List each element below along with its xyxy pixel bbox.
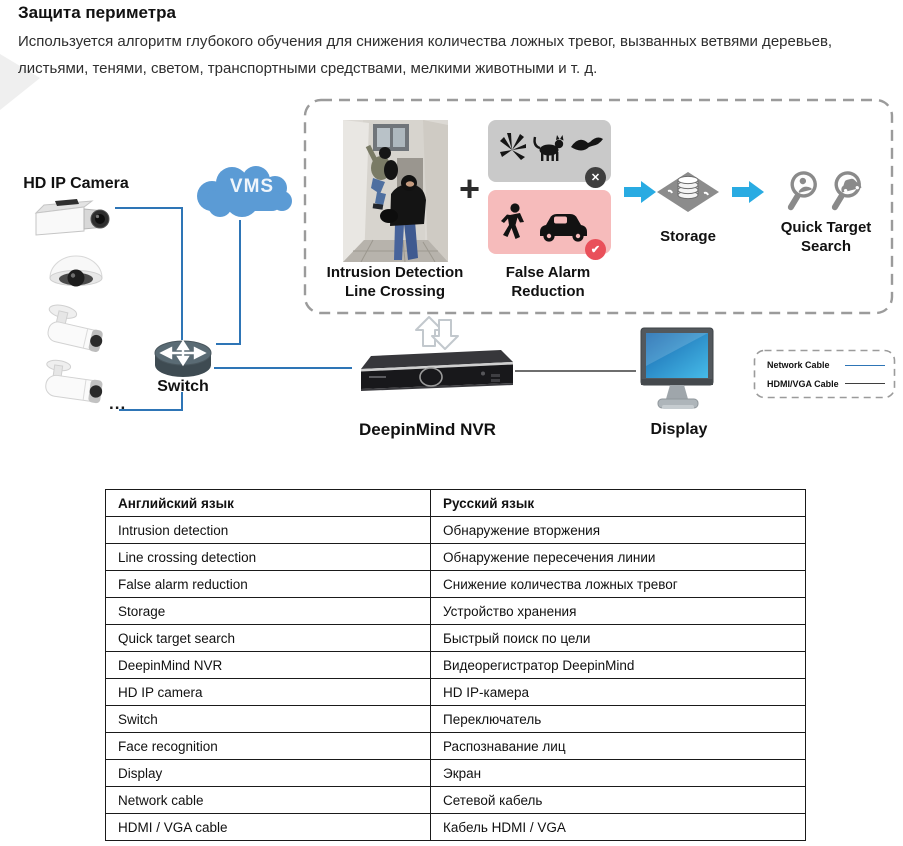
vms-label: VMS [229, 176, 275, 197]
intrusion-photo [343, 120, 448, 262]
table-cell-en: HD IP camera [106, 679, 431, 706]
false-alarm-label-line1: False Alarm [505, 264, 591, 281]
table-cell-ru: Снижение количества ложных тревог [431, 571, 806, 598]
real-targets-icons [498, 199, 603, 247]
magnifier-car-icon [827, 170, 864, 207]
table-header-row [106, 490, 806, 517]
false-alarm-label-line2: Reduction [511, 283, 585, 300]
cable-legend [755, 351, 894, 397]
table-row [106, 544, 806, 571]
intro-line-2: листьями, тенями, светом, транспортными средствами, мелкими животными и т. д. [18, 60, 598, 77]
table-row [106, 814, 806, 841]
table-cell-en: Network cable [106, 787, 431, 814]
table-cell-ru: Распознавание лиц [431, 733, 806, 760]
table-cell-ru: Быстрый поиск по цели [431, 625, 806, 652]
table-row [106, 679, 806, 706]
table-header-en: Английский язык [106, 490, 431, 517]
quick-target-search-icons [779, 170, 873, 212]
switch-icon [153, 338, 213, 380]
flow-arrow-icon [624, 181, 656, 203]
table-cell-en: Display [106, 760, 431, 787]
bird-icon [571, 138, 603, 151]
hdmi-vga-cable-label: HDMI/VGA Cable [767, 378, 839, 389]
switch-label: Switch [157, 378, 209, 395]
false-alarm-label [492, 263, 604, 301]
pedestrian-icon [501, 203, 524, 239]
table-cell-en: HDMI / VGA cable [106, 814, 431, 841]
table-row [106, 517, 806, 544]
nvr-label: DeepinMind NVR [359, 420, 496, 439]
translation-table [105, 489, 806, 841]
display-monitor-icon [638, 326, 718, 422]
table-row [106, 787, 806, 814]
table-cell-ru: Переключатель [431, 706, 806, 733]
table-cell-ru: HD IP-камера [431, 679, 806, 706]
table-cell-ru: Кабель HDMI / VGA [431, 814, 806, 841]
more-cameras-ellipsis: ... [109, 394, 127, 413]
false-targets-icons [498, 130, 603, 172]
table-cell-ru: Экран [431, 760, 806, 787]
table-cell-ru: Обнаружение вторжения [431, 517, 806, 544]
intrusion-detection-label [310, 263, 480, 301]
magnifier-person-icon [783, 170, 819, 207]
box-camera-icon [28, 192, 116, 240]
table-cell-en: False alarm reduction [106, 571, 431, 598]
leaf-icon [500, 133, 526, 160]
table-cell-en: Switch [106, 706, 431, 733]
display-label: Display [650, 421, 708, 438]
dome-camera-icon [45, 250, 107, 296]
car-icon [540, 214, 587, 242]
storage-label: Storage [660, 228, 716, 245]
table-cell-ru: Устройство хранения [431, 598, 806, 625]
table-cell-en: DeepinMind NVR [106, 652, 431, 679]
network-cable-line [845, 365, 885, 366]
table-row [106, 706, 806, 733]
network-cable-label: Network Cable [767, 360, 830, 371]
table-cell-en: Intrusion detection [106, 517, 431, 544]
table-cell-ru: Сетевой кабель [431, 787, 806, 814]
hd-ip-camera-label: HD IP Camera [23, 175, 129, 192]
flow-arrow-icon [732, 181, 764, 203]
legend-row-hdmi [767, 379, 885, 389]
accept-badge: ✔ [585, 239, 606, 260]
intrusion-label-line2: Line Crossing [344, 283, 445, 300]
table-cell-ru: Видеорегистратор DeepinMind [431, 652, 806, 679]
table-row [106, 652, 806, 679]
table-row [106, 733, 806, 760]
table-row [106, 571, 806, 598]
table-row [106, 598, 806, 625]
storage-icon [655, 168, 721, 214]
cat-icon [535, 135, 564, 161]
table-cell-en: Face recognition [106, 733, 431, 760]
intro-line-1: Используется алгоритм глубокого обучения для снижения количества ложных тревог, вызванных ветвями деревьев, [18, 33, 833, 50]
hdmi-vga-cable-line [845, 383, 885, 384]
table-cell-en: Quick target search [106, 625, 431, 652]
legend-row-network [767, 360, 885, 370]
intrusion-label-line1: Intrusion Detection [326, 264, 464, 281]
reject-badge: ✕ [585, 167, 606, 188]
table-row [106, 625, 806, 652]
table-header-ru: Русский язык [431, 490, 806, 517]
table-cell-ru: Обнаружение пересечения линии [431, 544, 806, 571]
bullet-camera-icon [36, 303, 114, 361]
table-row [106, 760, 806, 787]
quick-target-label-line1: Quick Target [780, 219, 872, 236]
quick-target-label-line2: Search [800, 238, 852, 255]
page-title: Защита периметра [18, 3, 176, 22]
table-cell-en: Line crossing detection [106, 544, 431, 571]
plus-sign: + [459, 168, 481, 209]
nvr-device-icon [355, 346, 515, 396]
quick-target-search-label [770, 218, 882, 256]
table-cell-en: Storage [106, 598, 431, 625]
bullet-camera-icon [36, 358, 114, 410]
